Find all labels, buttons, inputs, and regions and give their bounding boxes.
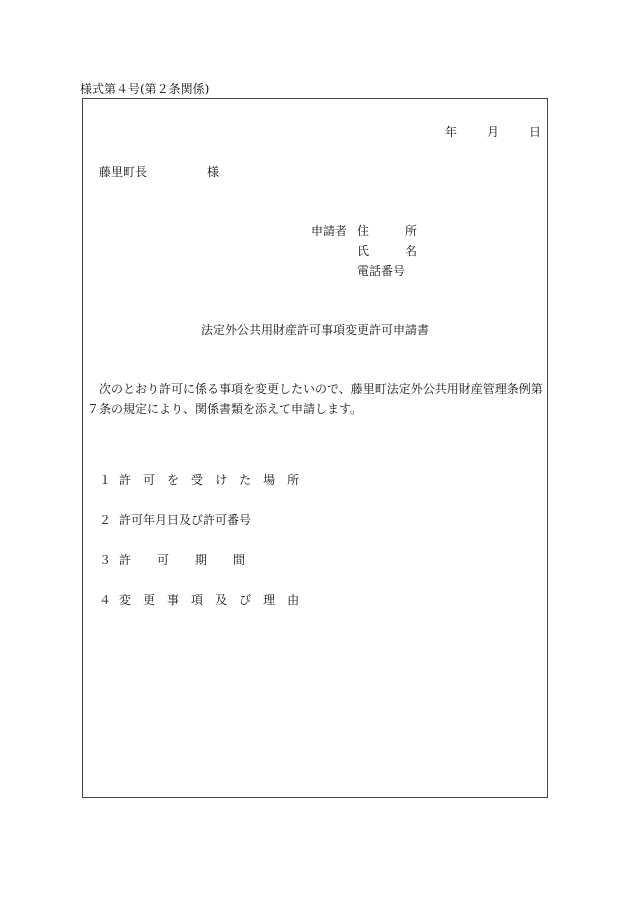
- item-number: ２: [99, 513, 112, 527]
- date-year-label: 年: [444, 125, 457, 139]
- addressee-title: 藤里町長: [99, 165, 148, 179]
- item-label: 許 可 を 受 け た 場 所: [119, 473, 300, 487]
- list-item: [99, 471, 299, 511]
- name-label: 氏 名: [357, 244, 418, 258]
- date-day-label: 日: [528, 125, 541, 139]
- list-item: [99, 511, 299, 551]
- date-month-label: 月: [486, 125, 499, 139]
- addressee-honorific: 様: [207, 165, 220, 179]
- item-number: １: [99, 473, 112, 487]
- address-label: 住 所: [357, 224, 418, 238]
- list-item: [99, 551, 299, 591]
- item-label: 許 可 期 間: [119, 553, 245, 567]
- list-item: [99, 591, 299, 631]
- addressee: [99, 163, 219, 180]
- applicant-address-row: [311, 221, 417, 241]
- body-text: 次のとおり許可に係る事項を変更したいので、藤里町法定外公共用財産管理条例第７条の規定により、関係書類を添えて申請します。: [87, 382, 543, 416]
- applicant-block: [311, 221, 417, 281]
- applicant-phone-row: [311, 261, 417, 281]
- applicant-name-row: [311, 241, 417, 261]
- item-number: ３: [99, 553, 112, 567]
- item-number: ４: [99, 593, 112, 607]
- item-list: [99, 471, 299, 631]
- applicant-role-label: 申請者: [311, 224, 348, 238]
- item-label: 変 更 事 項 及 び 理 由: [119, 593, 300, 607]
- date-line: [445, 123, 541, 140]
- document-title: 法定外公共用財産許可事項変更許可申請書: [200, 323, 429, 337]
- item-label: 許可年月日及び許可番号: [119, 513, 252, 527]
- phone-label: 電話番号: [357, 264, 406, 278]
- form-number: 様式第４号(第２条関係): [80, 82, 210, 96]
- form-frame: [82, 98, 548, 798]
